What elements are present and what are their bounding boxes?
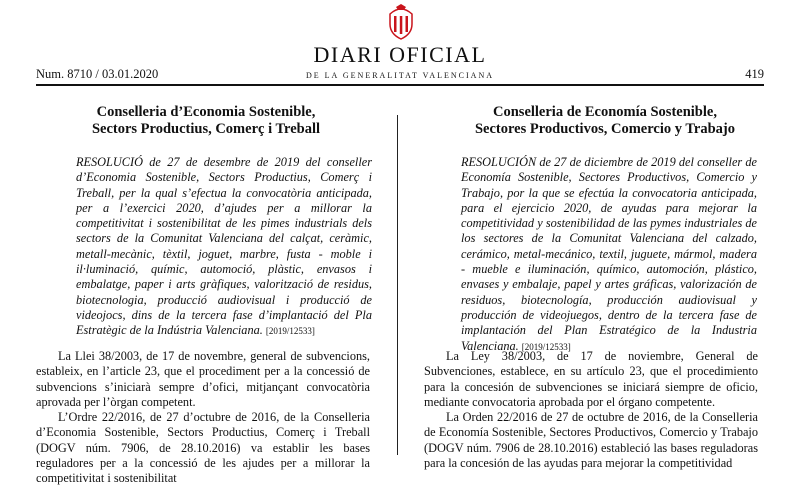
page-number: 419: [745, 67, 764, 81]
resolution-text: RESOLUCIÓN de 27 de diciembre de 2019 del conseller de Economía Sostenible, Sectores Productivos, Comercio y Trabajo, por la que se efectúa la convocatoria anticipada, para el ejercicio 2020, de ayudas para mejorar la competitividad y sostenibilidad de las pymes industriales de los sectores de la Comunitat Valenciana del calzado, cerámico, metal-mecánico, textil, juguete, mármol, madera - mueble e iluminación, químico, automoción, plástico, envases y embalaje, papel y artes gráficas, valorización de residuos, biotecnología, producción audiovisual y producción de videojuegos, dentro de la tercera fase de implantación del Plan Estratégico de la Industria Valenciana.: [461, 155, 757, 353]
reference-code: [2019/12533]: [265, 326, 315, 337]
generalitat-emblem-icon: [384, 4, 418, 40]
heading-line: Conselleria de Economía Sostenible,: [493, 104, 717, 120]
department-heading: [40, 104, 372, 138]
journal-subtitle: DE LA GENERALITAT VALENCIANA: [305, 71, 495, 80]
paragraph: La Orden 22/2016 de 27 de octubre de 2016, de la Conselleria de Economía Sostenible, Sectores Productivos, Comercio y Trabajo (DOGV núm. 7906 de 28.10.2016) estableció las bases reguladoras para la concesión de las ayudas para mejorar la competitividad: [424, 410, 758, 471]
heading-line: Sectors Productius, Comerç i Treball: [91, 121, 321, 137]
paragraph: La Ley 38/2003, de 17 de noviembre, General de Subvenciones, establece, en su artículo 23, que el procedimiento para la concesión de subvenciones se iniciará siempre de oficio, mediante convocatoria aprobada por el órgano competente.: [424, 349, 758, 409]
issue-number: Num. 8710 / 03.01.2020: [36, 67, 159, 81]
paragraph: L’Ordre 22/2016, de 27 d’octubre de 2016, de la Conselleria d’Economia Sostenible, Sectors Productius, Comerç i Treball (DOGV núm. 7906, de 28.10.2016) va establir les bases reguladores per a la concessió de les ajudes per a millorar la competitivitat i sostenibilitat: [36, 410, 370, 486]
reference-code: [2019/12533]: [521, 341, 571, 352]
resolution-text: RESOLUCIÓ de 27 de desembre de 2019 del conseller d’Economia Sostenible, Sectors Productius, Comerç i Treball, per la qual s’efectua la convocatòria anticipada, per a l’exercici 2020, d’ajudes per a millorar la competitivitat i sostenibilitat de les pimes industrials dels sectors de la Comunitat Valenciana del calçat, ceràmic, metall-mecànic, tèxtil, joguet, marbre, fusta - moble i il·luminació, químic, automoció, plàstic, envasos i embalatge, paper i arts gràfiques, valorització de residus, biotecnologia, producció audiovisual i producció de videojocs, dins de la tercera fase d’implantació del Pla Estratègic de la Indústria Valenciana.: [76, 155, 372, 338]
heading-line: Sectores Productivos, Comercio y Trabajo: [474, 121, 736, 137]
paragraph: La Llei 38/2003, de 17 de novembre, general de subvencions, estableix, en l’article 23, que el procediment per a la concessió de subvencions s’iniciarà sempre d’ofici, mitjançant convocatòria aprovada per l’òrgan competent.: [36, 349, 370, 409]
valencian-body: [36, 349, 370, 487]
valencian-column: [76, 104, 372, 340]
column-divider: [397, 115, 398, 455]
heading-line: Conselleria d’Economia Sostenible,: [96, 104, 316, 120]
header-rule: [36, 84, 764, 86]
resolution-summary: [461, 155, 757, 355]
resolution-summary: [76, 155, 372, 340]
department-heading: [453, 104, 757, 138]
page-header: [0, 0, 800, 92]
journal-title: DIARI OFICIAL: [313, 42, 487, 67]
spanish-column: [461, 104, 757, 355]
spanish-body: [424, 349, 758, 471]
